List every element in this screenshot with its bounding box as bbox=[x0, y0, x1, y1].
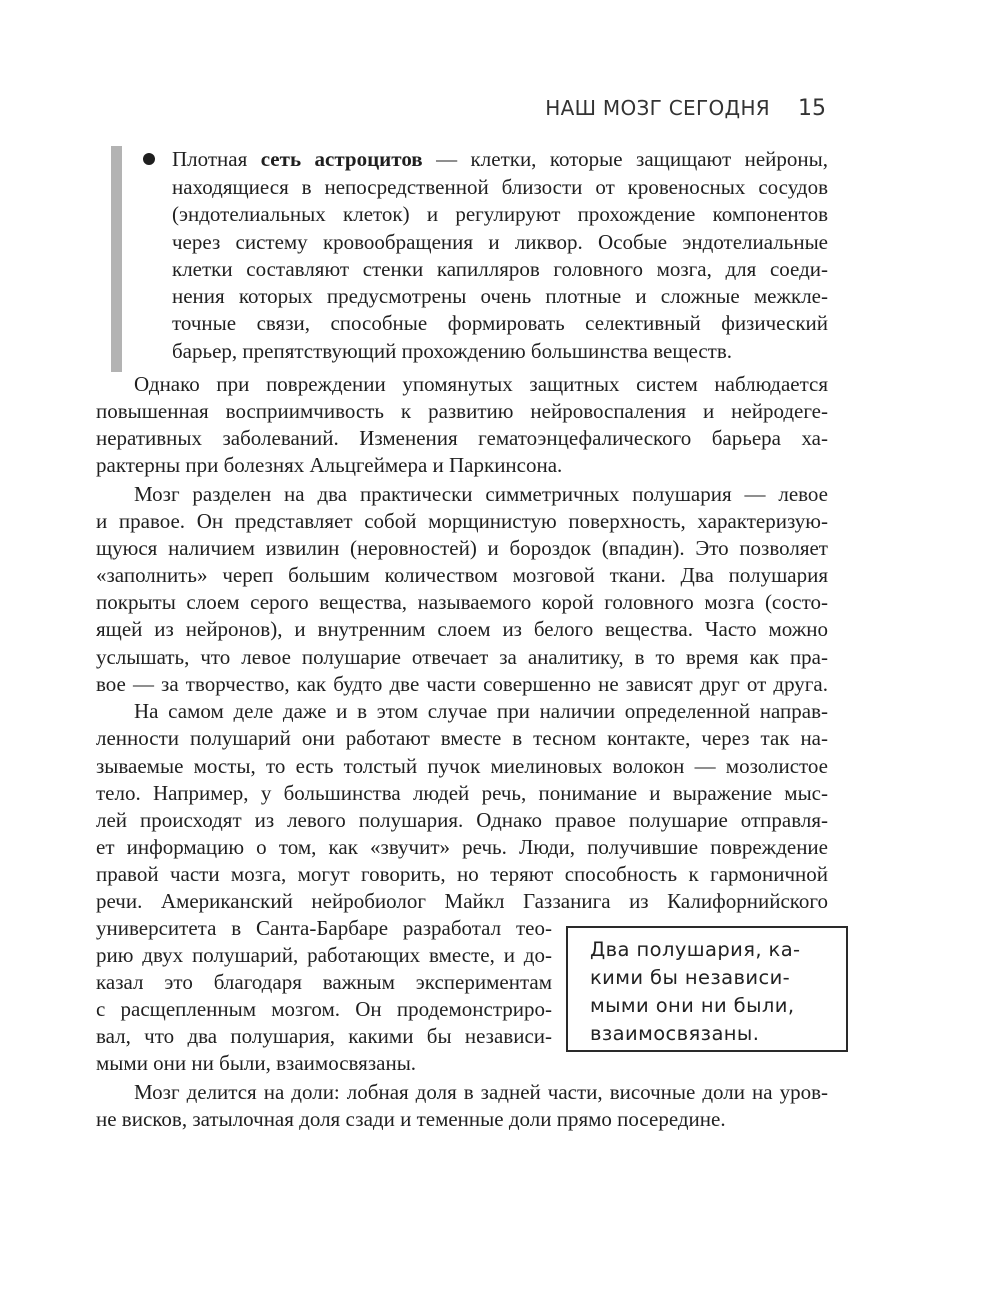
paragraph-line: лей происходят из левого полушария. Однако правое полушарие отправля- bbox=[96, 808, 828, 832]
paragraph-line: казал это благодаря важным экспериментам bbox=[96, 970, 552, 994]
bullet-line: точные связи, способные формировать селективный физический bbox=[172, 311, 828, 335]
page-number: 15 bbox=[798, 96, 826, 121]
bullet-line bbox=[172, 145, 828, 173]
paragraph-line: университета в Санта-Барбаре разработал тео- bbox=[96, 916, 552, 940]
paragraph-line: щуюся наличием извилин (неровностей) и бороздок (впадин). Это позволяет bbox=[96, 536, 828, 560]
paragraph-line: Мозг разделен на два практически симметричных полушария — левое bbox=[134, 482, 828, 506]
paragraph-line: вое — за творчество, как будто две части совершенно не зависят друг от друга. bbox=[96, 672, 828, 696]
paragraph-line: Однако при повреждении упомянутых защитных систем наблюдается bbox=[134, 372, 828, 396]
paragraph-line: ленности полушарий они работают вместе в тесном контакте, через так на- bbox=[96, 726, 828, 750]
paragraph-line: повышенная восприимчивость к развитию нейровоспаления и нейродеге- bbox=[96, 399, 828, 423]
paragraph-line: с расщепленным мозгом. Он продемонстриро- bbox=[96, 997, 552, 1021]
bullet-text-prefix: Плотная bbox=[172, 147, 261, 171]
paragraph-line: ет информацию о том, как «звучит» речь. Люди, получившие повреждение bbox=[96, 835, 828, 859]
paragraph-line: и правое. Он представляет собой морщинистую поверхность, характеризую- bbox=[96, 509, 828, 533]
paragraph-line: речи. Американский нейробиолог Майкл Газзанига из Калифорнийского bbox=[96, 889, 828, 913]
bullet-line: находящиеся в непосредственной близости от кровеносных сосудов bbox=[172, 175, 828, 199]
pull-quote-line: Два полушария, ка- bbox=[590, 938, 801, 961]
paragraph-line: рактерны при болезнях Альцгеймера и Паркинсона. bbox=[96, 453, 563, 477]
pull-quote bbox=[566, 926, 848, 1052]
paragraph-line: ящей из нейронов), и внутренним слоем из белого вещества. Часто можно bbox=[96, 617, 828, 641]
paragraph-line: На самом деле даже и в этом случае при наличии определенной направ- bbox=[134, 699, 828, 723]
bullet-line: нения которых предусмотрены очень плотные и сложные межкле- bbox=[172, 284, 828, 308]
bullet-line: клетки составляют стенки капилляров головного мозга, для соеди- bbox=[172, 257, 828, 281]
bullet-sidebar-bar bbox=[111, 146, 122, 372]
bullet-line: барьер, препятствующий прохождению большинства веществ. bbox=[172, 339, 733, 363]
paragraph-line: зываемые мосты, то есть толстый пучок миелиновых волокон — мозолистое bbox=[96, 754, 828, 778]
paragraph-line: Мозг делится на доли: лобная доля в задней части, височные доли на уров- bbox=[134, 1080, 828, 1104]
paragraph-line: неративных заболеваний. Изменения гематоэнцефалического барьера ха- bbox=[96, 426, 828, 450]
paragraph-line: не висков, затылочная доля сзади и теменные доли прямо посередине. bbox=[96, 1107, 726, 1131]
bullet-dot-icon bbox=[143, 153, 155, 165]
section-title: НАШ МОЗГ СЕГОДНЯ bbox=[545, 96, 770, 120]
paragraph-line: тело. Например, у большинства людей речь, понимание и выражение мыс- bbox=[96, 781, 828, 805]
pull-quote-line: взаимосвязаны. bbox=[590, 1022, 760, 1045]
running-header bbox=[545, 96, 826, 121]
bullet-line: (эндотелиальных клеток) и регулируют прохождение компонентов bbox=[172, 202, 828, 226]
paragraph-line: покрыты слоем серого вещества, называемого корой головного мозга (состо- bbox=[96, 590, 828, 614]
paragraph-line: правой части мозга, могут говорить, но теряют способность к гармоничной bbox=[96, 862, 828, 886]
paragraph-line: рию двух полушарий, работающих вместе, и до- bbox=[96, 943, 552, 967]
paragraph-line: мыми они ни были, взаимосвязаны. bbox=[96, 1051, 417, 1075]
pull-quote-line: мыми они ни были, bbox=[590, 994, 795, 1017]
paragraph-line: услышать, что левое полушарие отвечает за аналитику, в то время как пра- bbox=[96, 645, 828, 669]
paragraph-line: вал, что два полушария, какими бы независи- bbox=[96, 1024, 552, 1048]
paragraph-line: «заполнить» череп большим количеством мозговой ткани. Два полушария bbox=[96, 563, 828, 587]
bullet-bold-term: сеть астроцитов bbox=[260, 147, 423, 171]
pull-quote-line: кими бы независи- bbox=[590, 966, 791, 989]
bullet-line: через систему кровообращения и ликвор. Особые эндотелиальные bbox=[172, 230, 828, 254]
bullet-text-suffix: — клетки, которые защищают нейроны, bbox=[422, 147, 829, 171]
